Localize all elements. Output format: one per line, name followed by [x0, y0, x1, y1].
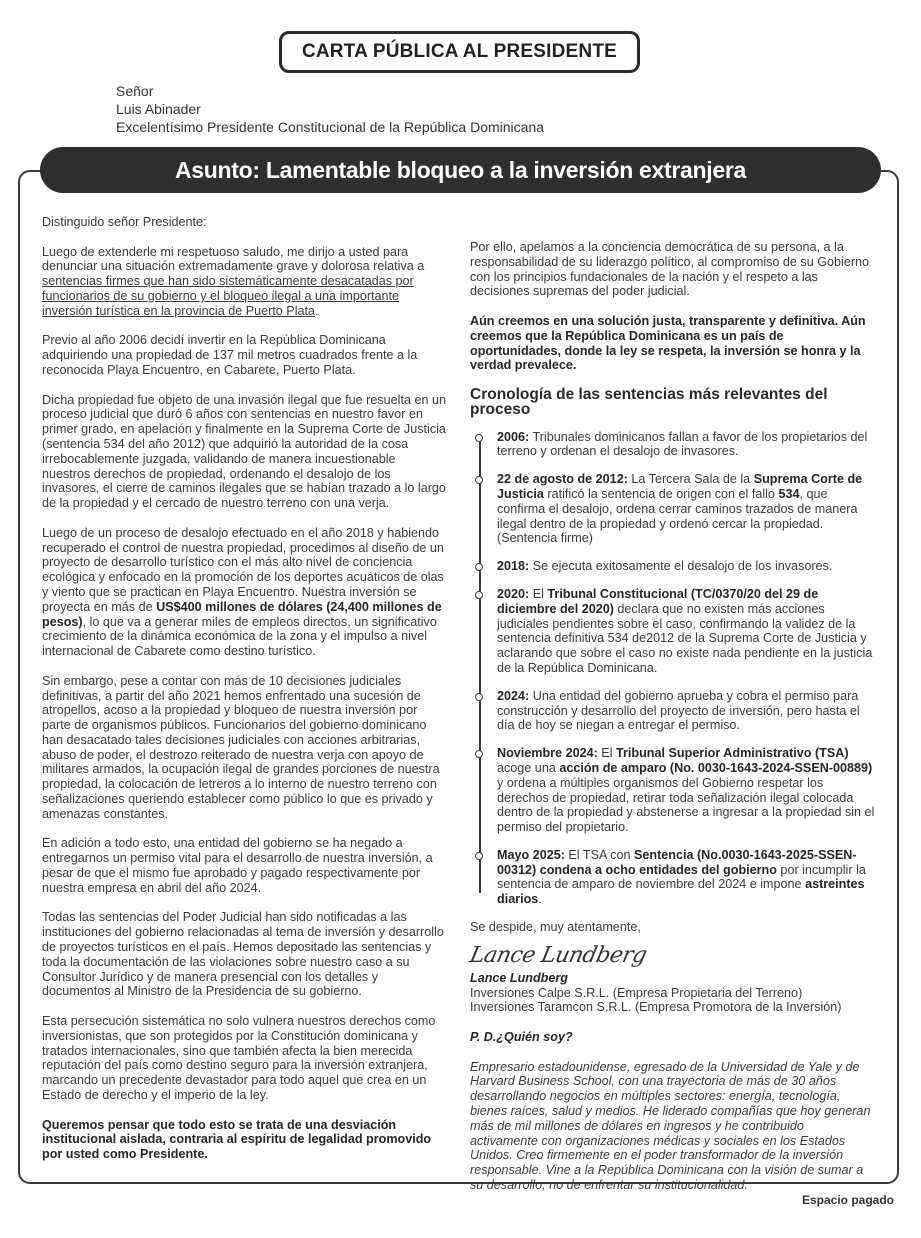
paragraph-appeal: Por ello, apelamos a la conciencia democrática de su persona, a la responsabilidad de su liderazgo político, al compromiso de su Gobierno con los principios fundacionales de la nación y el respeto a las decisiones supremas del poder judicial. [470, 240, 870, 299]
paragraph-notifications: Todas las sentencias del Poder Judicial han sido notificadas a las instituciones del gobierno relacionadas al tema de inversión y desarrollo de proyectos turísticos en el país. Hemos depositado las sentencias y toda la documentación de las violaciones sobre nuestro caso a su Consultor Jurídico y de manera presencial con los detalles y documentos al Ministro de la Presidencia de su gobierno. [42, 910, 444, 999]
ps-text: Empresario estadounidense, egresado de la Universidad de Yale y de Harvard Business School, con una trayectoria de más de 30 años desarrollando negocios en múltiples sectores: energía, tecnología, bienes raíces, salud y medios. He liderado compañías que hoy generan más de mil millones de dólares en ingresos y he contribuido activamente con organizaciones médicas y sociales en los Estados Unidos. Creo firmemente en el poder transformador de la inversión responsable. Vine a la República Dominicana con la visión de sumar a su desarrollo, no de enfrentar su institucionalidad. [470, 1059, 871, 1193]
timeline-item: 22 de agosto de 2012: La Tercera Sala de la Suprema Corte de Justicia ratificó la sentencia de origen con el fallo 534, que confirma el desalojo, ordena cerrar caminos trazados de manera ilegal dentro de la propiedad y ordenó cercar la propiedad. (Sentencia firme) [497, 472, 875, 546]
paragraph-invasion: Dicha propiedad fue objeto de una invasión ilegal que fue resuelta en un proceso judicial que duró 6 años con sentencias en nuestro favor en primer grado, en apelación y finalmente en la Suprema Corte de Justicia (sentencia 534 del año 2012) que adquirió la autoridad de la cosa irrebocablemente juzgada, validando de manera incuestionable nuestros derechos de propiedad, ordenando el desalojo de los invasores, el cierre de caminos ilegales que se habían trazado a lo largo de la propiedad y el cercado de nuestro terreno con una verja. [42, 392, 446, 511]
paid-space-note: Espacio pagado [801, 1193, 894, 1207]
company-line: Inversiones Calpe S.R.L. (Empresa Propietaria del Terreno) [470, 985, 803, 1000]
addressee-salutation: Señor [116, 83, 154, 99]
letter-title: CARTA PÚBLICA AL PRESIDENTE [279, 31, 640, 73]
signer-name: Lance Lundberg [470, 970, 568, 985]
paragraph-conclusion: Queremos pensar que todo esto se trata de una desviación institucional aislada, contraria al espíritu de legalidad promovido por usted como Presidente. [42, 1117, 432, 1162]
paragraph-belief: Aún creemos en una solución justa, transparente y definitiva. Aún creemos que la República Dominicana es un país de oportunidades, donde la ley se respeta, la inversión se honra y la verdad prevalece. [470, 313, 866, 373]
addressee-title: Excelentísimo Presidente Constitucional de la República Dominicana [116, 119, 545, 135]
paragraph-intro: Luego de extenderle mi respetuoso saludo, me dirijo a usted para denunciar una situación extremadamente grave y dolorosa relativa a sentencias firmes que han sido sistemáticamente desacatadas por funcionarios de su gobierno y el bloqueo ilegal a una importante inversión turística en la provincia de Puerto Plata. [42, 244, 425, 318]
paragraph-persecution: Esta persecución sistemática no solo vulnera nuestros derechos como inversionistas, que son protegidos por la Constitución dominicana y tratados internacionales, sino que también afecta la bien merecida reputación del país como destino seguro para la inversión extranjera, marcando un precedente devastador para todo aquel que crea en un Estado de derecho y el imperio de la ley. [42, 1014, 436, 1103]
timeline-item: 2006: Tribunales dominicanos fallan a favor de los propietarios del terreno y ordenan el desalojo de invasores. [497, 430, 875, 460]
right-column [467, 240, 875, 1208]
paragraph-permit: En adición a todo esto, una entidad del gobierno se ha negado a entregarnos un permiso vital para el desarrollo de nuestra inversión, a pesar de que el mismo fue aprobado y pagado respectivamente por nuestra empresa en abril del año 2024. [42, 836, 433, 895]
subject-heading: Asunto: Lamentable bloqueo a la inversión extranjera [40, 147, 881, 193]
handwritten-signature: Lance Lundberg [467, 942, 649, 968]
paragraph-purchase: Previo al año 2006 decidí invertir en la República Dominicana adquiriendo una propiedad de 137 mil metros cuadrados frente a la reconocida Playa Encuentro, en Cabarete, Puerto Plata. [42, 333, 418, 377]
addressee-block [116, 82, 544, 136]
timeline-item: Mayo 2025: El TSA con Sentencia (No.0030-1643-2025-SSEN-00312) condena a ocho entidades del gobierno por incumplir la sentencia de amparo de noviembre del 2024 e impone astreintes diarios. [497, 848, 875, 907]
timeline-item: 2024: Una entidad del gobierno aprueba y cobra el permiso para construcción y desarrollo del proyecto de inversión, pero hasta el día de hoy se niegan a entregar el permiso. [497, 689, 875, 733]
paragraph-abuses: Sin embargo, pese a contar con más de 10 decisiones judiciales definitivas, a partir del año 2021 hemos enfrentado una sucesión de atropellos, acoso a la propiedad y bloqueo de nuestra inversión por parte de organismos públicos. Funcionarios del gobierno dominicano han desacatado tales decisiones judiciales con acciones arbitrarias, abuso de poder, el destrozo reiterado de nuestra verja con apoyo de militares armados, la ocupación ilegal de grandes porciones de nuestra propiedad, la colocación de letreros a lo interno de nuestro terreno con señalizaciones queriendo establecer como público lo que es privado y amenazas constantes. [42, 673, 440, 821]
addressee-name: Luis Abinader [116, 101, 201, 117]
timeline-item: 2018: Se ejecuta exitosamente el desalojo de los invasores. [497, 559, 875, 574]
underlined-claim: sentencias firmes que han sido sistemáticamente desacatadas por funcionarios de su gobierno y el bloqueo ilegal a una importante inversión turística en la provincia de Puerto Plata [42, 274, 414, 318]
left-column [42, 215, 447, 1177]
ps-title: P. D.¿Quién soy? [470, 1030, 573, 1045]
investment-amount: US$400 millones de dólares (24,400 millones de pesos) [42, 599, 442, 629]
timeline-item: 2020: El Tribunal Constitucional (TC/0370/20 del 29 de diciembre del 2020) declara que no existen más acciones judiciales pendientes sobre el caso, confirmando la validez de la sentencia definitiva 534 de2012 de la Suprema Corte de Justicia y aclarando que sobre el caso no existe nada pendiente en la justicia de la República Dominicana. [497, 587, 875, 676]
timeline-item: Noviembre 2024: El Tribunal Superior Administrativo (TSA) acoge una acción de amparo (No. 0030-1643-2024-SSEN-00889) y ordena a múltiples organismos del Gobierno respetar los derechos de propiedad, retirar toda señalización ilegal colocada dentro de la propiedad y abstenerse a ingresar a la propiedad sin el permiso del propietario. [497, 746, 875, 835]
closing-line: Se despide, muy atentamente, [470, 920, 641, 935]
company-line: Inversiones Taramcon S.R.L. (Empresa Promotora de la Inversión) [470, 1000, 842, 1015]
chronology-title: Cronología de las sentencias más relevantes del proceso [470, 385, 828, 418]
greeting: Distinguido señor Presidente: [42, 215, 207, 229]
paragraph-project: Luego de un proceso de desalojo efectuado en el año 2018 y habiendo recuperado el control de nuestra propiedad, procedimos al diseño de un proyecto de desarrollo turístico con el más alto nivel de conciencia ecológica y enfocado en la promoción de los deportes acuáticos de olas y viento que se practican en Playa Encuentro. Nuestra inversión se proyecta en más de US$400 millones de dólares (24,400 millones de pesos), lo que va a generar miles de empleos directos, un significativo crecimiento de la dinámica económica de la zona y el impulso a nivel internacional de Cabarete como destino turístico. [42, 525, 444, 659]
chronology-timeline [470, 430, 875, 908]
